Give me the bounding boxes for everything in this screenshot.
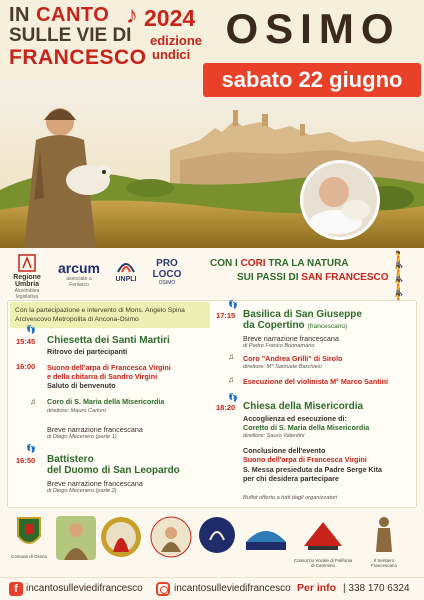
stop-battistero: Battistero <box>47 454 94 465</box>
saint-portrait-icon <box>56 516 96 560</box>
choir-icon-2: ♫ <box>228 352 234 361</box>
messa-1: S. Messa presieduta da Padre Serge Kita <box>243 465 383 474</box>
edition-number: undici <box>152 47 191 62</box>
coro-grilli: Coro "Andrea Grilli" di Sirolo <box>243 354 343 363</box>
logo-line-2: SULLE VIE DI <box>9 25 132 46</box>
stop-basilica: Basilica di San Giuseppe <box>243 309 362 320</box>
sentiero-walker-icon <box>372 516 396 552</box>
unpli-icon <box>116 256 136 274</box>
time-1600: 16:00 <box>16 362 36 371</box>
stop-santi-martiri: Chiesetta dei Santi Martiri <box>47 335 170 346</box>
hikers-icon: 🚶🚶 🚶 <box>389 252 409 297</box>
footsteps-icon-3: 👣 <box>228 300 238 309</box>
instagram-handle[interactable]: incantosulleviedifrancesco <box>174 583 291 594</box>
arcum-logo: arcum associate a Feniarco <box>57 260 101 288</box>
direttore-carloni: direttore: Mauro Carloni <box>47 408 106 414</box>
choir-seal-icon <box>198 516 236 554</box>
mecenero-1: di Diego Mecenero (parte 1) <box>47 434 117 440</box>
date-banner <box>203 63 421 97</box>
coro-misericordia: Coro di S. Maria della Misericordia <box>47 397 165 406</box>
tagline-line-2: SUI PASSI DI SAN FRANCESCO <box>237 272 389 283</box>
buonamano: di Padre Franco Buonamano <box>243 343 315 349</box>
info-label: Per info <box>297 582 337 594</box>
griffin-icon <box>16 254 38 272</box>
arpa-conclusione: Suono dell'arpa di Francesca Virgini <box>243 455 367 464</box>
narrazione-3: Breve narrazione francescana <box>243 334 339 343</box>
arpa-chitarra-1: Suono dell'arpa di Francesca Virgini <box>47 363 171 372</box>
city-title: OSIMO <box>225 5 401 52</box>
cori-consortium-icon <box>300 516 346 556</box>
sponsor-logos <box>0 510 424 576</box>
cori-caption: Consorzio Vocale di Polifonia di Cammino <box>293 558 353 568</box>
time-1820: 18:20 <box>216 403 236 412</box>
comune-caption: Comune di Osimo <box>10 554 47 559</box>
arpa-chitarra-2: e della chitarra di Sandro Virgini <box>47 372 158 381</box>
facebook-icon[interactable]: f <box>9 582 23 596</box>
violin-icon: ♫ <box>228 375 234 384</box>
direttore-valentini: direttore: Sauro Valentini <box>243 433 305 439</box>
ritrovo-text: Ritrovo dei partecipanti <box>47 347 128 356</box>
music-note-icon: ♪ <box>126 2 138 29</box>
edition-year: 2024 <box>144 5 196 31</box>
direttore-barchiesi: direttore: M° Samuele Barchiesi <box>243 364 322 370</box>
time-1715: 17:15 <box>216 311 236 320</box>
phone-number[interactable]: | 338 170 6324 <box>343 583 410 594</box>
footsteps-icon-4: 👣 <box>228 393 238 402</box>
edition-label: edizione <box>150 33 203 48</box>
coretto-misericordia: Coretto di S. Maria della Misericordia <box>243 423 370 432</box>
time-1650: 16:50 <box>16 456 36 465</box>
unpli-logo: UNPLI <box>112 256 140 283</box>
saluto-text: Saluto di benvenuto <box>47 381 116 390</box>
tagline-line-1: CON I CORI TRA LA NATURA <box>210 258 349 269</box>
choir-icon: ♫ <box>30 397 36 406</box>
regione-umbria-logo: Regione Umbria Assemblea legislativa <box>7 254 47 300</box>
footer <box>0 577 424 600</box>
accoglienza: Accoglienza ed esecuzione di: <box>243 414 347 423</box>
stop-duomo: del Duomo di San Leopardo <box>47 465 180 476</box>
messa-2: per chi desidera partecipare <box>243 474 339 483</box>
madonna-seal-icon <box>100 516 142 558</box>
sentiero-caption: Il Sentiero Francescano <box>370 558 397 568</box>
time-1545: 15:45 <box>16 337 36 346</box>
hill-town-illustration <box>0 80 424 248</box>
footsteps-icon: 👣 <box>26 325 36 334</box>
comune-crest-icon <box>16 516 42 550</box>
violinista: Esecuzione del violinista M° Marco Santini <box>243 377 389 386</box>
proloco-logo: PRO LOCO OSIMO <box>152 258 182 286</box>
logo-line-3: FRANCESCO <box>9 46 147 69</box>
patronage-note: Con la partecipazione e intervento di Mons. Angelo Spina Arcivescovo Metropolita di Ancona-Osimo <box>10 302 210 328</box>
conclusione: Conclusione dell'evento <box>243 446 326 455</box>
stop-chiesa-misericordia: Chiesa della Misericordia <box>243 401 364 412</box>
buffet-note: Buffet offerto a tutti dagli organizzatori <box>243 495 338 501</box>
event-date: sabato 22 giugno <box>221 67 403 92</box>
instagram-icon[interactable] <box>156 582 170 596</box>
mecenero-2: di Diego Mecenero (parte 2) <box>47 488 117 494</box>
stop-copertino: da Copertino (francescano) <box>243 320 348 331</box>
saint-seal-icon <box>150 516 192 558</box>
narrazione-1: Breve narrazione francescana <box>47 425 143 434</box>
footsteps-icon-2: 👣 <box>26 444 36 453</box>
narrazione-2: Breve narrazione francescana <box>47 479 143 488</box>
logo-line-1: IN CANTO <box>9 4 110 26</box>
facebook-handle[interactable]: incantosulleviedifrancesco <box>26 583 143 594</box>
oceanum-logo-icon <box>242 516 290 556</box>
